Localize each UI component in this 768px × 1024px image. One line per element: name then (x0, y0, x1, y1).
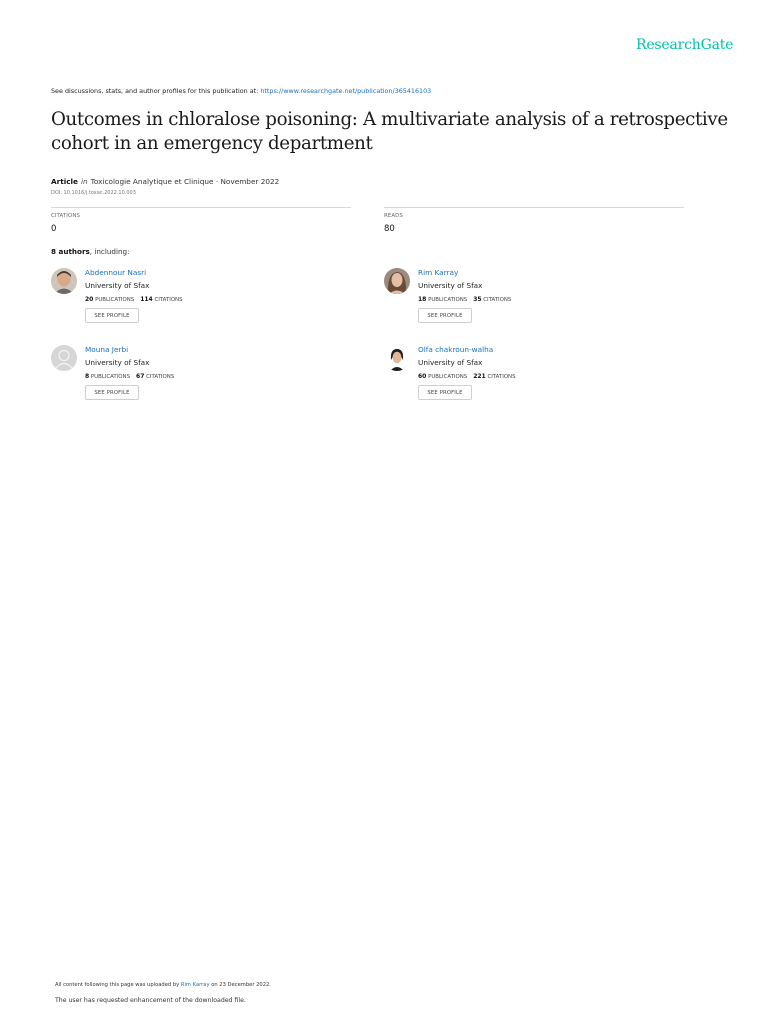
publications-count: 18 (418, 296, 427, 303)
upload-prefix: All content following this page was uploaded by (55, 982, 181, 988)
author-stats (85, 296, 183, 303)
man-photo-icon (51, 268, 77, 294)
authors-heading (51, 247, 130, 256)
author-avatar[interactable] (384, 268, 410, 294)
doi: DOI: 10.1016/j.toxac.2022.10.003 (51, 190, 136, 196)
citations-count: 114 (140, 296, 153, 303)
author-card (384, 345, 684, 415)
citations-count: 67 (136, 373, 145, 380)
enhancement-note: The user has requested enhancement of the downloaded file. (55, 997, 246, 1004)
publications-label: PUBLICATIONS (90, 374, 131, 380)
see-profile-button[interactable]: SEE PROFILE (418, 385, 472, 400)
citations-count: 35 (473, 296, 482, 303)
authors-count: 8 authors (51, 247, 90, 256)
author-institution: University of Sfax (418, 358, 483, 367)
reads-label: READS (384, 213, 403, 219)
citations-label: CITATIONS (146, 374, 175, 380)
author-institution: University of Sfax (85, 281, 150, 290)
citations-label: CITATIONS (483, 297, 512, 303)
publications-label: PUBLICATIONS (428, 374, 468, 380)
reads-value: 80 (384, 224, 395, 234)
author-card (51, 345, 351, 415)
article-in: in (81, 177, 88, 186)
citations-label: CITATIONS (154, 297, 183, 303)
default-user-icon (51, 345, 77, 371)
upload-note (55, 982, 271, 988)
publications-label: PUBLICATIONS (95, 297, 135, 303)
publications-count: 60 (418, 373, 427, 380)
author-name-link[interactable]: Olfa chakroun-walha (418, 345, 494, 354)
citations-value: 0 (51, 224, 57, 234)
citations-label: CITATIONS (51, 213, 80, 219)
reads-divider (384, 207, 684, 208)
author-avatar[interactable] (51, 268, 77, 294)
author-name-link[interactable]: Mouna Jerbi (85, 345, 129, 354)
publication-title: Outcomes in chloralose poisoning: A multivariate analysis of a retrospective cohort in an emergency department (51, 109, 728, 154)
upload-suffix: on 23 December 2022. (209, 982, 271, 988)
journal-name[interactable]: Toxicologie Analytique et Clinique · November 2022 (90, 177, 280, 186)
author-card (384, 268, 684, 338)
author-institution: University of Sfax (85, 358, 150, 367)
publications-count: 20 (85, 296, 94, 303)
author-avatar[interactable] (51, 345, 77, 371)
citations-count: 221 (473, 373, 486, 380)
author-card (51, 268, 351, 338)
author-institution: University of Sfax (418, 281, 483, 290)
see-profile-button[interactable]: SEE PROFILE (85, 308, 139, 323)
citations-label: CITATIONS (487, 374, 516, 380)
author-name-link[interactable]: Abdennour Nasri (85, 268, 147, 277)
see-profile-button[interactable]: SEE PROFILE (85, 385, 139, 400)
see-profile-button[interactable]: SEE PROFILE (418, 308, 472, 323)
author-avatar[interactable] (384, 345, 410, 371)
researchgate-logo[interactable]: ResearchGate (636, 37, 734, 53)
author-name-link[interactable]: Rim Karray (418, 268, 459, 277)
uploader-link[interactable]: Rim Karray (180, 982, 210, 988)
discussions-line (51, 87, 431, 95)
article-type: Article (51, 177, 79, 186)
author-stats (85, 373, 174, 380)
woman-photo-icon (384, 345, 410, 371)
publication-url-link[interactable]: https://www.researchgate.net/publication/365416103 (260, 87, 432, 95)
citations-divider (51, 207, 351, 208)
discussions-prefix: See discussions, stats, and author profiles for this publication at: (51, 87, 261, 95)
woman-photo-icon (384, 268, 410, 294)
publications-count: 8 (85, 373, 90, 380)
article-meta (51, 177, 279, 186)
author-stats (418, 296, 511, 303)
publications-label: PUBLICATIONS (428, 297, 468, 303)
author-stats (418, 373, 516, 380)
authors-suffix: , including: (89, 247, 130, 256)
